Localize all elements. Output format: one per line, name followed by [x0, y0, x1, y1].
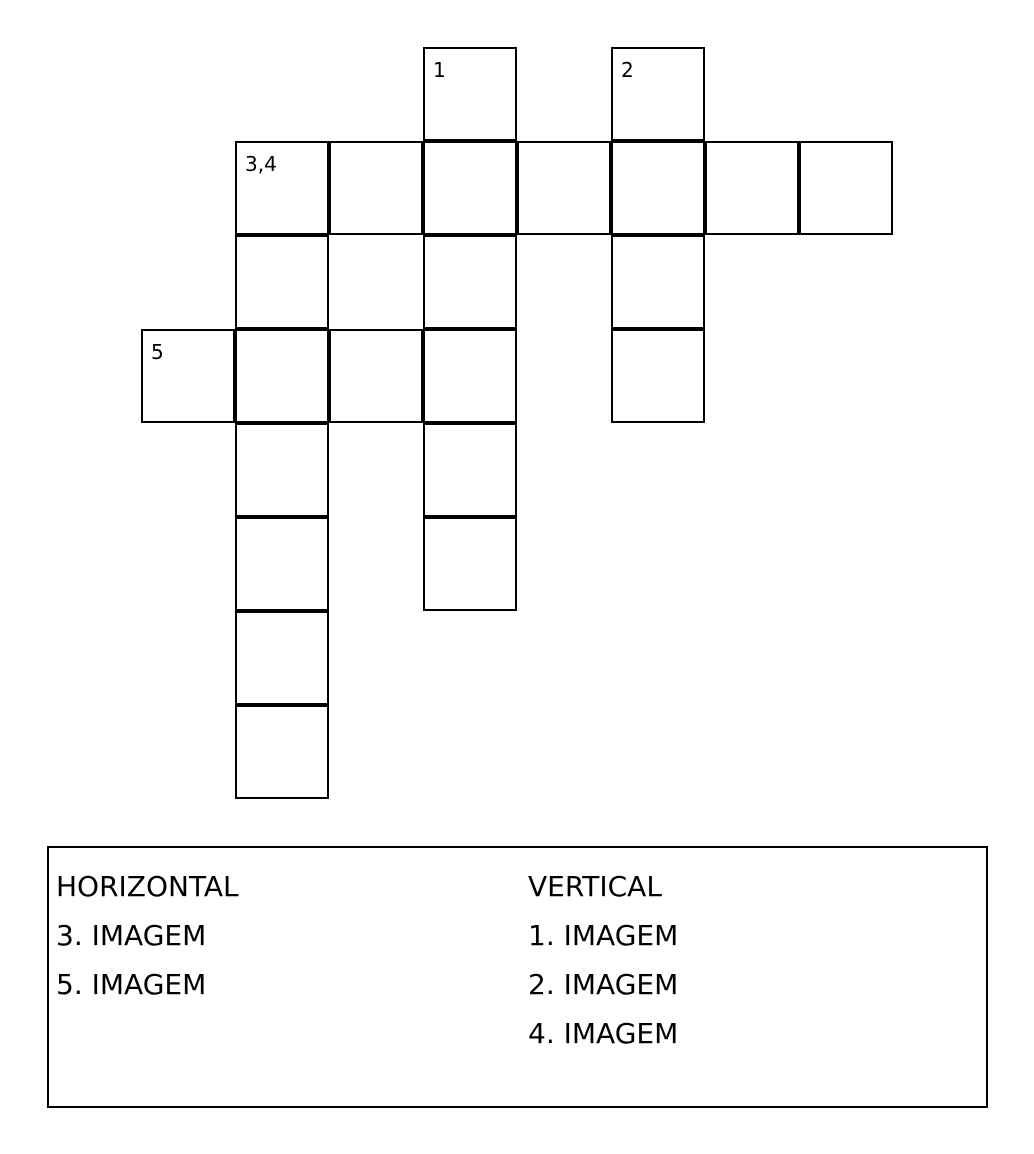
- clue-item: 3. IMAGEM: [56, 919, 207, 952]
- clue-number: 3,4: [245, 152, 277, 176]
- clue-number: 1: [433, 58, 446, 82]
- crossword-cell[interactable]: [423, 141, 517, 235]
- clue-item: 2. IMAGEM: [528, 968, 679, 1001]
- clue-item: 5. IMAGEM: [56, 968, 207, 1001]
- crossword-cell[interactable]: [141, 329, 235, 423]
- crossword-cell[interactable]: [611, 141, 705, 235]
- horizontal-clues: [56, 862, 239, 1009]
- crossword-cell[interactable]: [611, 329, 705, 423]
- crossword-cell[interactable]: [329, 141, 423, 235]
- crossword-cell[interactable]: [799, 141, 893, 235]
- vertical-clues: [528, 862, 678, 1058]
- crossword-cell[interactable]: [235, 329, 329, 423]
- crossword-cell[interactable]: [423, 423, 517, 517]
- crossword-cell[interactable]: [705, 141, 799, 235]
- crossword-cell[interactable]: [235, 141, 329, 235]
- horizontal-heading: HORIZONTAL: [56, 870, 239, 903]
- crossword-cell[interactable]: [423, 235, 517, 329]
- vertical-heading: VERTICAL: [528, 870, 662, 903]
- clue-item: 4. IMAGEM: [528, 1017, 679, 1050]
- clues-box: [47, 846, 988, 1108]
- clue-item: 1. IMAGEM: [528, 919, 679, 952]
- crossword-cell[interactable]: [235, 517, 329, 611]
- crossword-cell[interactable]: [611, 47, 705, 141]
- crossword-cell[interactable]: [235, 705, 329, 799]
- crossword-cell[interactable]: [423, 329, 517, 423]
- crossword-cell[interactable]: [329, 329, 423, 423]
- crossword-cell[interactable]: [423, 47, 517, 141]
- clue-number: 2: [621, 58, 634, 82]
- crossword-cell[interactable]: [517, 141, 611, 235]
- crossword-cell[interactable]: [235, 611, 329, 705]
- crossword-cell[interactable]: [235, 235, 329, 329]
- crossword-cell[interactable]: [611, 235, 705, 329]
- crossword-cell[interactable]: [235, 423, 329, 517]
- clue-number: 5: [151, 340, 164, 364]
- crossword-cell[interactable]: [423, 517, 517, 611]
